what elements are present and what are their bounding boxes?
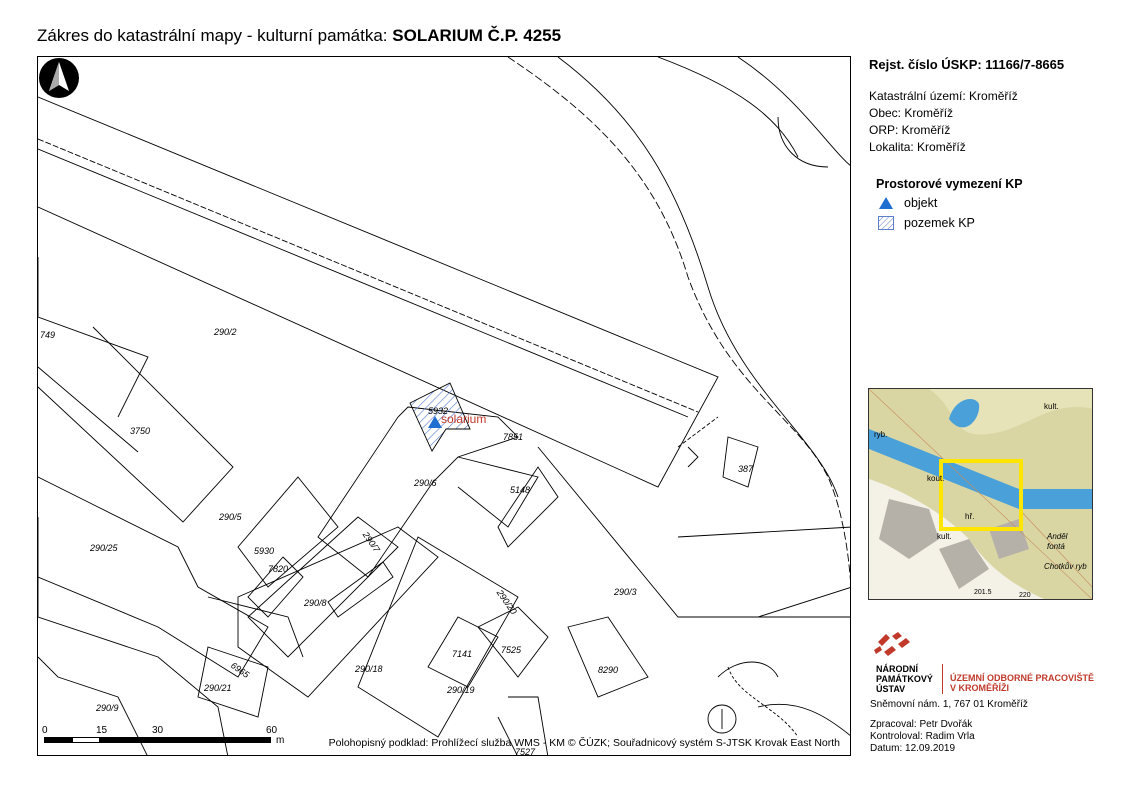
- parcel-label: 6965: [228, 660, 252, 680]
- monument-name: SOLARIUM Č.P. 4255: [392, 26, 562, 45]
- processed-by: Zpracoval: Petr Dvořák: [870, 719, 973, 730]
- legend-title: Prostorové vymezení KP: [876, 177, 1023, 191]
- parcel-label: 290/2: [214, 327, 237, 337]
- parcel-label: 290/21: [204, 683, 232, 693]
- parcel-label: 3750: [130, 426, 151, 436]
- parcel-label: 290/8: [304, 598, 327, 608]
- municipality: Obec: Kroměříž: [869, 106, 954, 120]
- parcel-label: 5930: [254, 546, 275, 556]
- overview-map-graphic: [869, 389, 1093, 600]
- overview-label: 201.5: [974, 589, 992, 596]
- parcel-label: 8290: [598, 665, 619, 675]
- legend-item-object: [878, 196, 937, 210]
- triangle-icon: [878, 196, 894, 210]
- parcel-label: 290/3: [614, 587, 637, 597]
- parcel-label: 290/19: [447, 685, 475, 695]
- parcel-label: 749: [40, 330, 56, 340]
- org-unit: ÚZEMNÍ ODBORNÉ PRACOVIŠTĚ V KROMĚŘÍŽI: [950, 673, 1095, 693]
- parcel-label: 290/5: [219, 512, 242, 522]
- scale-tick: 0: [42, 725, 48, 736]
- org-name: NÁRODNÍ PAMÁTKOVÝ ÚSTAV: [876, 664, 933, 694]
- cadastral-area: Katastrální území: Kroměříž: [869, 89, 1018, 103]
- overview-label: ryb.: [874, 430, 888, 439]
- scale-tick: 60: [266, 725, 278, 736]
- parcel-label: 7820: [268, 564, 289, 574]
- parcel-label: 290/9: [96, 703, 119, 713]
- date: Datum: 12.09.2019: [870, 743, 956, 754]
- parcel-label: 5932: [428, 406, 449, 416]
- cadastral-map[interactable]: [37, 56, 851, 756]
- overview-label: hř.: [965, 512, 975, 521]
- parcel-label: 290/7: [360, 529, 382, 555]
- overview-label: fontá: [1047, 542, 1065, 551]
- legend-parcel-label: pozemek KP: [904, 216, 975, 230]
- scale-tick: 15: [96, 725, 108, 736]
- overview-label: kult.: [1044, 402, 1059, 411]
- overview-label: kout.: [927, 474, 945, 483]
- map-attribution: Polohopisný podklad: Prohlížecí služba WMS - KM © ČÚZK; Souřadnicový systém S-JTSK Krovak East North: [328, 737, 840, 749]
- location-info: [869, 88, 1018, 156]
- scale-bar: [44, 725, 294, 751]
- legend-item-parcel: [878, 216, 975, 230]
- legend-object-label: objekt: [904, 196, 938, 210]
- map-title: [37, 26, 561, 46]
- parcel-label: 7525: [501, 645, 522, 655]
- overview-label: Anděl: [1047, 532, 1068, 541]
- hatch-icon: [878, 216, 894, 230]
- scale-unit: m: [276, 735, 285, 746]
- locality: Lokalita: Kroměříž: [869, 140, 966, 154]
- org-divider: [942, 664, 943, 694]
- org-address: Sněmovní nám. 1, 767 01 Kroměříž: [870, 699, 1028, 710]
- parcel-label: 7851: [503, 432, 524, 442]
- overview-label: Chotkův ryb: [1044, 562, 1087, 571]
- object-marker-label: solarium: [441, 412, 487, 426]
- north-arrow-icon: [38, 57, 80, 99]
- credits: [870, 719, 975, 755]
- checked-by: Kontroloval: Radim Vrla: [870, 731, 975, 742]
- parcel-label: 290/6: [414, 478, 437, 488]
- parcel-label: 290/25: [90, 543, 118, 553]
- overview-label: 220: [1019, 592, 1031, 599]
- parcel-label: 5148: [510, 485, 531, 495]
- map-title-prefix: Zákres do katastrální mapy - kulturní památka:: [37, 26, 393, 45]
- overview-label: kult.: [937, 532, 952, 541]
- scale-tick: 30: [152, 725, 164, 736]
- registration-number: Rejst. číslo ÚSKP: 11166/7-8665: [869, 57, 1065, 72]
- parcel-label: 290/20: [494, 587, 519, 617]
- parcel-label: 290/18: [355, 664, 383, 674]
- orp: ORP: Kroměříž: [869, 123, 951, 137]
- parcel-label: 7527: [515, 747, 536, 756]
- npu-logo-icon: [874, 632, 914, 660]
- overview-map[interactable]: [868, 388, 1093, 600]
- parcel-label: 7141: [452, 649, 473, 659]
- parcel-label: 387: [738, 464, 754, 474]
- object-marker-icon[interactable]: [428, 416, 442, 428]
